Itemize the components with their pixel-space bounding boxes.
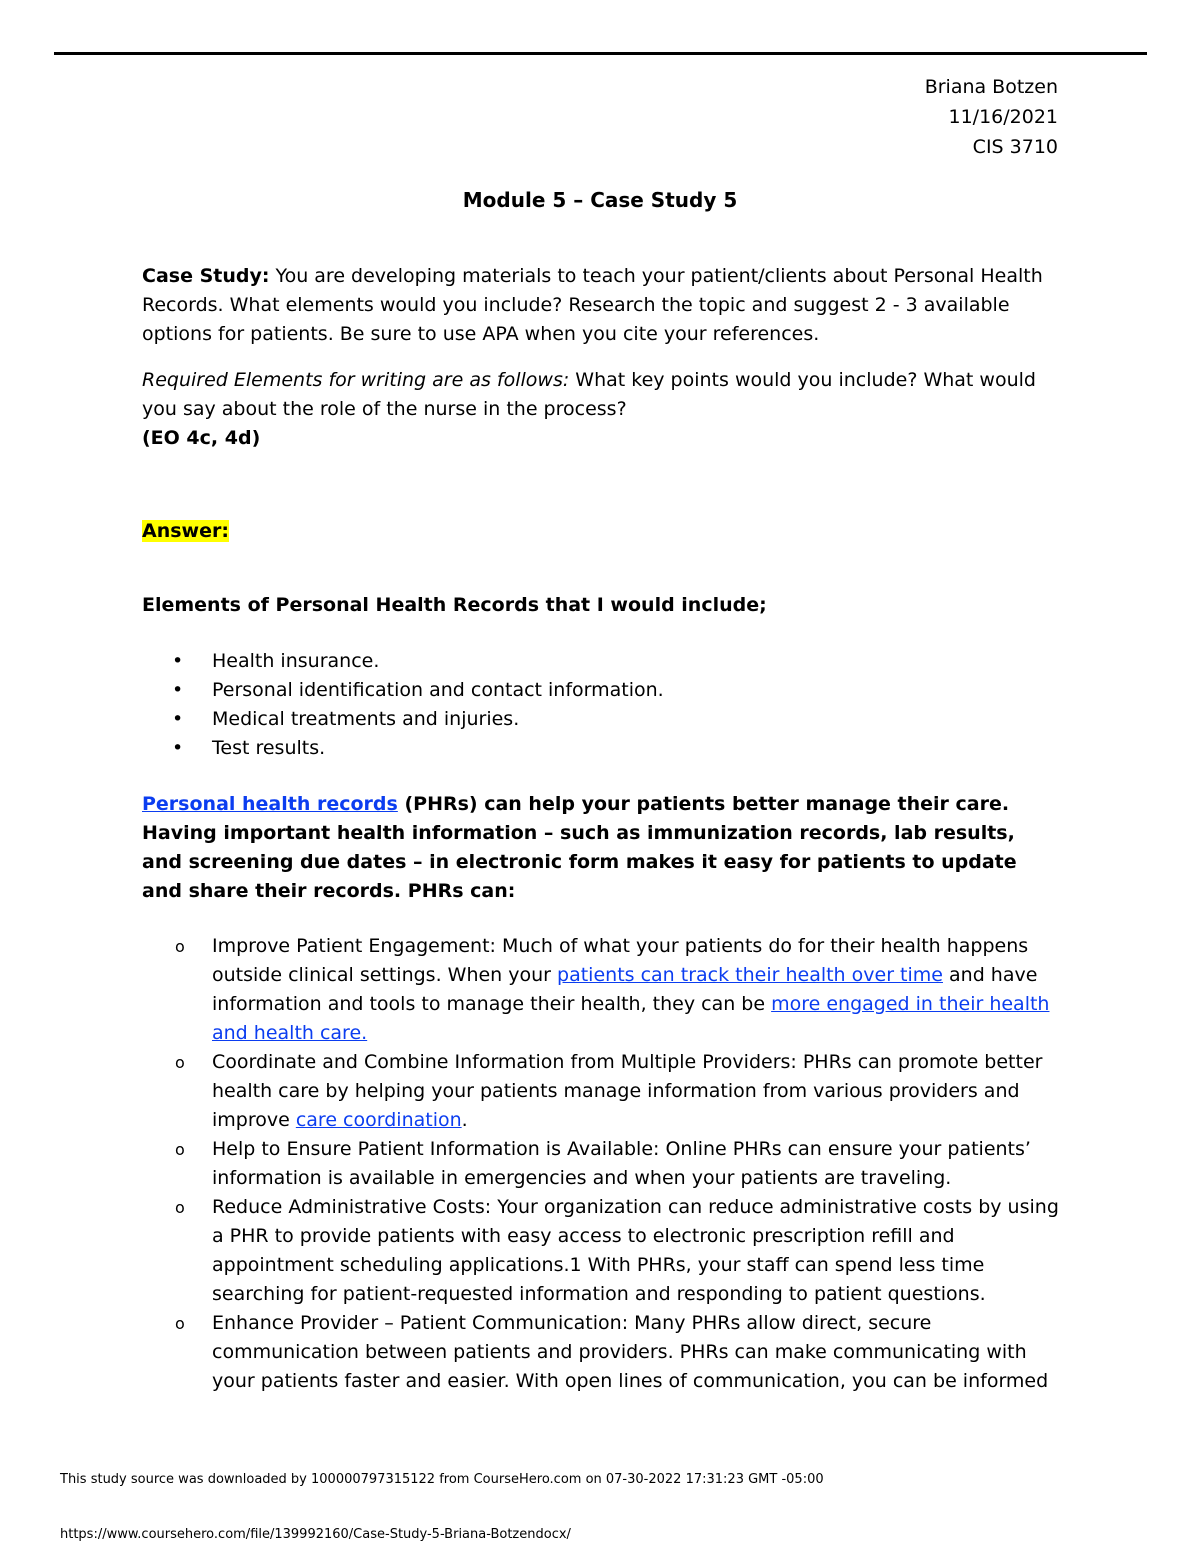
list-item xyxy=(142,932,1072,1048)
phr-paragraph-text: (PHRs) can help your patients better manage their care. Having important health information – such as immunization records, lab results, and screening due dates – in electronic form makes it easy for patients to update and share their records. PHRs can: xyxy=(142,793,1017,902)
circle-bullet-icon: o xyxy=(175,1314,185,1333)
list-item: • Health insurance. xyxy=(142,647,664,676)
benefit-text: . xyxy=(461,1109,468,1131)
required-elements-paragraph xyxy=(142,366,1062,453)
list-item xyxy=(142,1135,1072,1193)
list-item xyxy=(142,1309,1072,1396)
circle-bullet-icon: o xyxy=(175,937,185,956)
track-health-link[interactable]: patients can track their health over time xyxy=(557,964,943,986)
header-block xyxy=(925,72,1058,162)
list-item xyxy=(142,1048,1072,1135)
elements-heading: Elements of Personal Health Records that I would include; xyxy=(142,594,767,616)
benefit-text: Reduce Administrative Costs: Your organization can reduce administrative costs by using a PHR to provide patients with easy access to electronic prescription refill and appointment scheduling applications.1 With PHRs, your staff can spend less time searching for patient-requested information and responding to patient questions. xyxy=(212,1196,1059,1305)
benefit-text: Enhance Provider – Patient Communication: Many PHRs allow direct, secure communication between patients and providers. PHRs can make communicating with your patients faster and easier. With open lines of communication, you can be informed xyxy=(212,1312,1049,1392)
eo-reference: (EO 4c, 4d) xyxy=(142,427,261,449)
benefit-text: Coordinate and Combine Information from Multiple Providers: PHRs can promote better health care by helping your patients manage information from various providers and improve xyxy=(212,1051,1043,1131)
list-item: • Test results. xyxy=(142,734,664,763)
answer-label: Answer: xyxy=(142,520,229,542)
download-notice: This study source was downloaded by 100000797315122 from CourseHero.com on 07-30-2022 17:31:23 GMT -05:00 xyxy=(60,1472,824,1487)
required-elements-label: Required Elements for writing are as follows: xyxy=(142,369,570,391)
benefit-text: Improve Patient Engagement: Much of what your patients do for their health happens outside clinical settings. When your xyxy=(212,935,1029,986)
document-date: 11/16/2021 xyxy=(948,106,1058,128)
circle-bullet-icon: o xyxy=(175,1198,185,1217)
phr-paragraph xyxy=(142,790,1052,906)
answer-paragraph xyxy=(142,517,1062,546)
list-item: • Medical treatments and injuries. xyxy=(142,705,664,734)
elements-list xyxy=(142,647,664,763)
required-elements-text: What key points would you include? What would you say about the role of the nurse in the process? xyxy=(142,369,1036,420)
personal-health-records-link[interactable]: Personal health records xyxy=(142,793,398,815)
course-code: CIS 3710 xyxy=(972,136,1058,158)
benefit-text: and have information and tools to manage their health, they can be xyxy=(212,964,1038,1015)
benefits-list xyxy=(142,932,1072,1396)
list-item xyxy=(142,1193,1072,1309)
case-study-text: You are developing materials to teach your patient/clients about Personal Health Records. What elements would you include? Research the topic and suggest 2 - 3 available options for patients. Be sure to use APA when you cite your references. xyxy=(142,265,1043,345)
benefit-text: Help to Ensure Patient Information is Available: Online PHRs can ensure your patients’ information is available in emergencies and when your patients are traveling. xyxy=(212,1138,1031,1189)
author-name: Briana Botzen xyxy=(924,76,1058,98)
list-item: • Personal identification and contact information. xyxy=(142,676,664,705)
case-study-paragraph xyxy=(142,262,1062,349)
care-coordination-link[interactable]: care coordination xyxy=(295,1109,462,1131)
top-rule xyxy=(54,52,1147,55)
case-study-label: Case Study: xyxy=(142,265,270,287)
circle-bullet-icon: o xyxy=(175,1053,185,1072)
more-engaged-link[interactable]: more engaged in their health and health care. xyxy=(212,993,1050,1044)
source-url[interactable]: https://www.coursehero.com/file/139992160/Case-Study-5-Briana-Botzendocx/ xyxy=(60,1527,571,1542)
page-title: Module 5 – Case Study 5 xyxy=(462,188,738,212)
circle-bullet-icon: o xyxy=(175,1140,185,1159)
